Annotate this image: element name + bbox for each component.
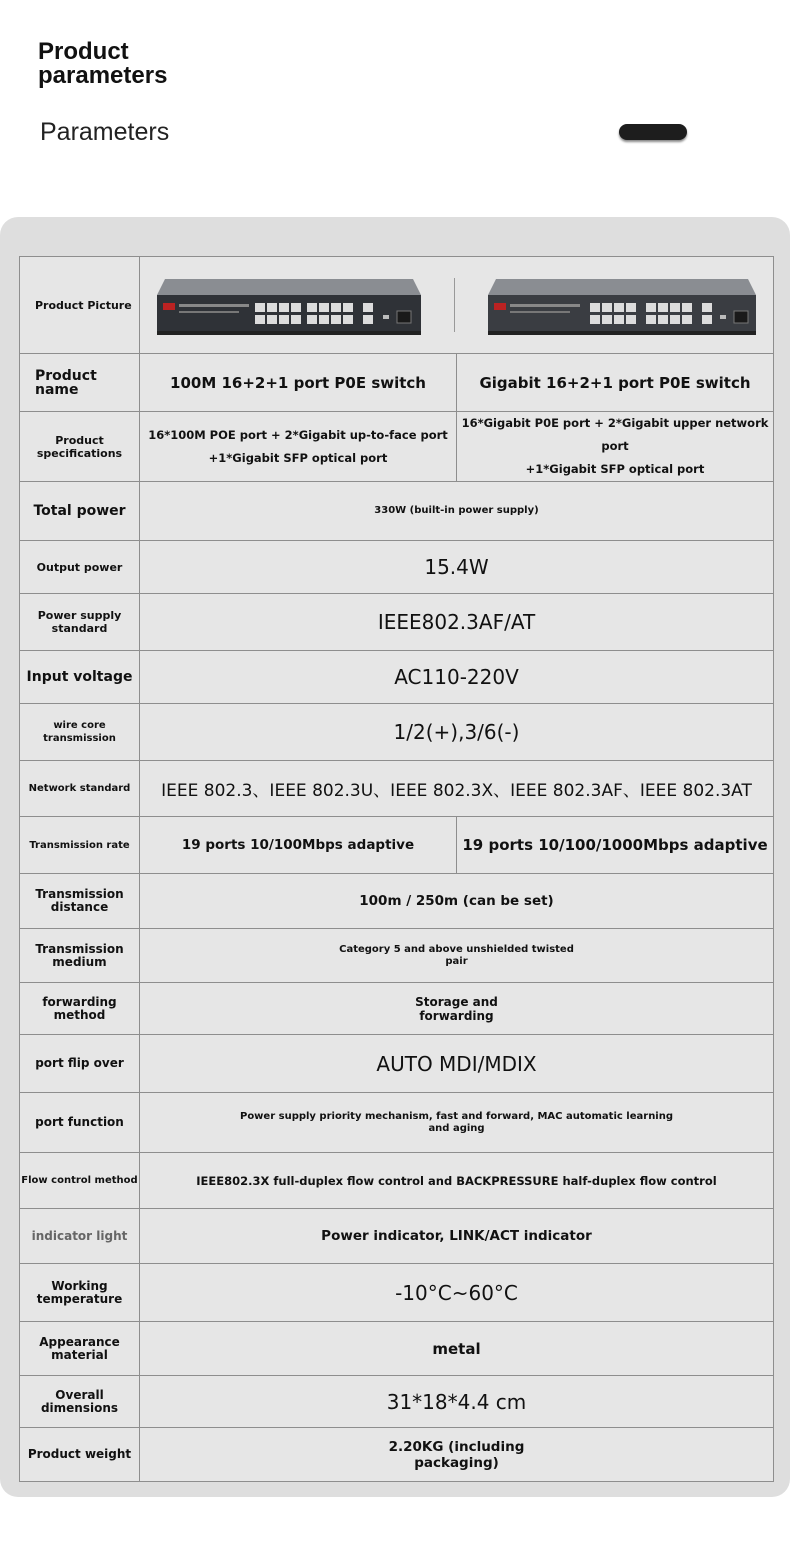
spec-table	[19, 256, 774, 1482]
spec-a-line2: +1*Gigabit SFP optical port	[208, 450, 388, 465]
forwarding-cell	[140, 983, 774, 1035]
row-label: Product specifications	[20, 412, 140, 482]
input-value: AC110-220V	[140, 651, 774, 704]
row-material	[20, 1322, 774, 1376]
row-label: Input voltage	[20, 651, 140, 704]
weight-value: 2.20KG (including packaging)	[388, 1438, 525, 1471]
row-label: forwarding method	[20, 983, 140, 1035]
flip-value: AUTO MDI/MDIX	[140, 1035, 774, 1093]
decorative-pill	[619, 124, 687, 140]
dimensions-value: 31*18*4.4 cm	[140, 1376, 774, 1428]
medium-cell	[140, 929, 774, 983]
psu-value: IEEE802.3AF/AT	[140, 594, 774, 651]
row-total-power	[20, 482, 774, 541]
weight-cell	[140, 1428, 774, 1482]
page-subtitle: Parameters	[40, 118, 170, 146]
row-label: indicator light	[20, 1209, 140, 1264]
material-value: metal	[140, 1322, 774, 1376]
row-indicator	[20, 1209, 774, 1264]
row-input	[20, 651, 774, 704]
poe-switch-100m-image	[155, 273, 423, 337]
row-distance	[20, 874, 774, 929]
row-label: Output power	[20, 541, 140, 594]
wire-value: 1/2(+),3/6(-)	[140, 704, 774, 761]
row-temperature	[20, 1264, 774, 1322]
spec-b-line1: 16*Gigabit P0E port + 2*Gigabit upper network port	[461, 416, 769, 453]
row-label: Network standard	[20, 761, 140, 817]
row-function	[20, 1093, 774, 1153]
netstd-value: IEEE 802.3、IEEE 802.3U、IEEE 802.3X、IEEE 802.3AF、IEEE 802.3AT	[140, 761, 774, 817]
product-pictures	[140, 257, 774, 354]
row-name	[20, 354, 774, 412]
medium-value: Category 5 and above unshielded twisted pair	[339, 943, 574, 967]
row-label: Product Picture	[20, 257, 140, 354]
row-label: Transmission medium	[20, 929, 140, 983]
poe-switch-gigabit-image	[486, 273, 758, 337]
row-wire	[20, 704, 774, 761]
spec-b	[457, 412, 774, 482]
flow-value: IEEE802.3X full-duplex flow control and BACKPRESSURE half-duplex flow control	[140, 1153, 774, 1209]
row-flip	[20, 1035, 774, 1093]
row-psu	[20, 594, 774, 651]
output-power-value: 15.4W	[140, 541, 774, 594]
row-dimensions	[20, 1376, 774, 1428]
row-picture	[20, 257, 774, 354]
row-label: Total power	[20, 482, 140, 541]
row-flow	[20, 1153, 774, 1209]
row-spec	[20, 412, 774, 482]
spec-b-line2: +1*Gigabit SFP optical port	[525, 462, 705, 476]
forwarding-value: Storage and forwarding	[415, 994, 498, 1023]
rate-a: 19 ports 10/100Mbps adaptive	[140, 817, 457, 874]
temperature-value: -10°C~60°C	[140, 1264, 774, 1322]
name-a: 100M 16+2+1 port P0E switch	[140, 354, 457, 412]
distance-value: 100m / 250m (can be set)	[140, 874, 774, 929]
page-title: Product parameters	[38, 38, 168, 89]
row-label: Appearance material	[20, 1322, 140, 1376]
row-label: wire core transmission	[20, 704, 140, 761]
name-b: Gigabit 16+2+1 port P0E switch	[457, 354, 774, 412]
row-label: Flow control method	[20, 1153, 140, 1209]
row-output-power	[20, 541, 774, 594]
row-netstd	[20, 761, 774, 817]
function-cell	[140, 1093, 774, 1153]
row-label: port function	[20, 1093, 140, 1153]
row-label: Product name	[20, 354, 140, 412]
row-label: Transmission rate	[20, 817, 140, 874]
image-separator	[454, 278, 455, 332]
row-forwarding	[20, 983, 774, 1035]
indicator-value: Power indicator, LINK/ACT indicator	[140, 1209, 774, 1264]
row-medium	[20, 929, 774, 983]
function-value: Power supply priority mechanism, fast and forward, MAC automatic learning and aging	[239, 1110, 674, 1134]
row-label: Power supply standard	[20, 594, 140, 651]
row-label: Product weight	[20, 1428, 140, 1482]
row-label: Transmission distance	[20, 874, 140, 929]
rate-b: 19 ports 10/100/1000Mbps adaptive	[457, 817, 774, 874]
row-weight	[20, 1428, 774, 1482]
total-power-value: 330W (built-in power supply)	[140, 482, 774, 541]
spec-a	[140, 412, 457, 482]
spec-a-line1: 16*100M POE port + 2*Gigabit up-to-face port	[148, 427, 448, 442]
row-label: port flip over	[20, 1035, 140, 1093]
row-rate	[20, 817, 774, 874]
row-label: Working temperature	[20, 1264, 140, 1322]
row-label: Overall dimensions	[20, 1376, 140, 1428]
